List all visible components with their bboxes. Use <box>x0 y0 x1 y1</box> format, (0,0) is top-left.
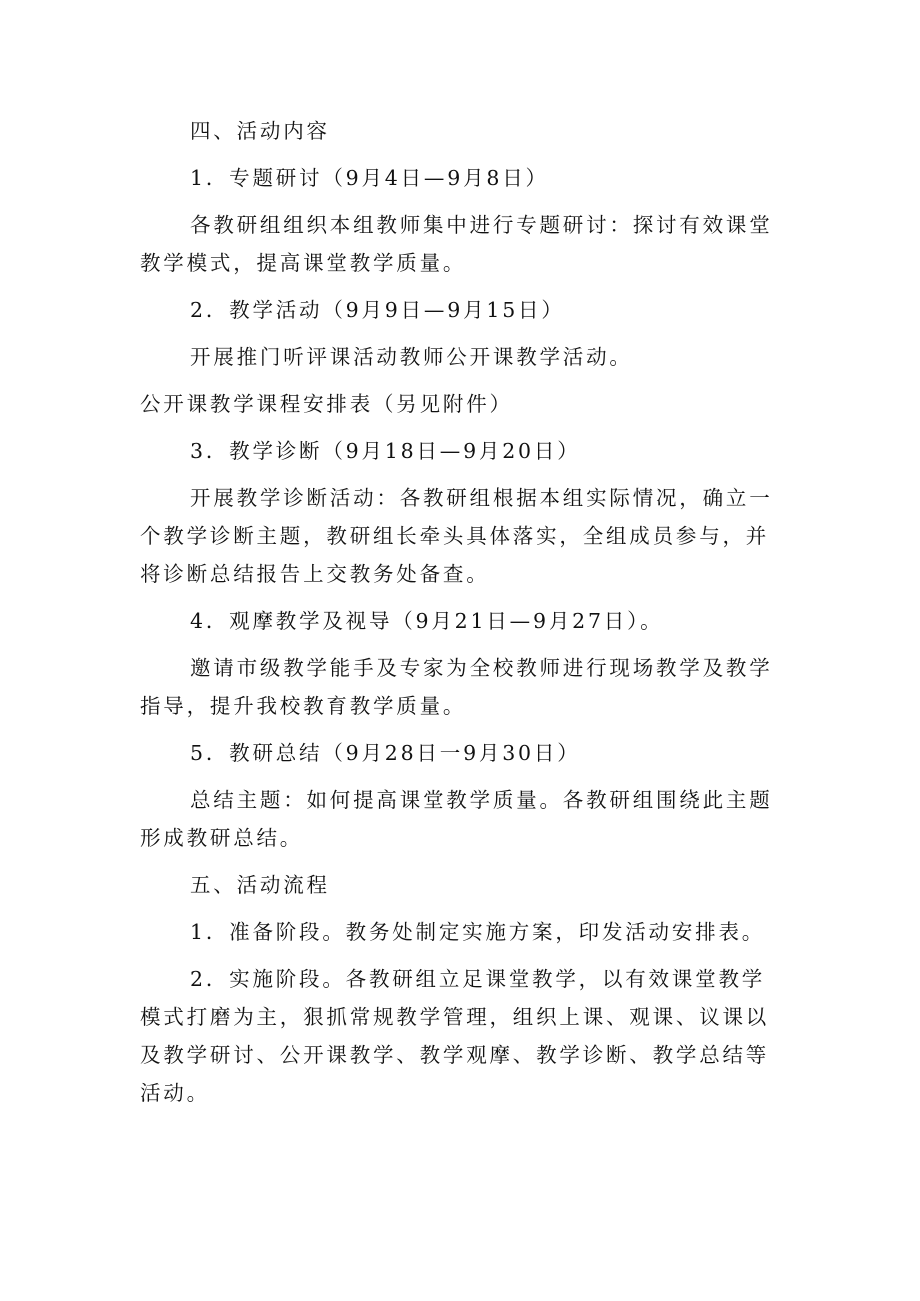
item-2-body: 开展推门听评课活动教师公开课教学活动。 <box>190 345 633 369</box>
document-page <box>140 112 780 1112</box>
item-3-title: 3．教学诊断（9月18日—9月20日） <box>190 439 581 463</box>
section-5-heading: 五、活动流程 <box>190 873 330 897</box>
item-2-title: 2．教学活动（9月9日—9月15日） <box>190 298 565 322</box>
item-1-body: 各教研组组织本组教师集中进行专题研讨：探讨有效课堂教学模式，提高课堂教学质量。 <box>140 213 773 275</box>
item-2-note: 公开课教学课程安排表（另见附件） <box>140 392 513 416</box>
item-4-title: 4．观摩教学及视导（9月21日—9月27日）。 <box>190 609 664 633</box>
flow-1: 1．准备阶段。教务处制定实施方案，印发活动安排表。 <box>190 920 766 944</box>
item-3-body: 开展教学诊断活动：各教研组根据本组实际情况，确立一个教学诊断主题，教研组长牵头具体落实，全组成员参与，并将诊断总结报告上交教务处备查。 <box>140 486 773 586</box>
item-5-body: 总结主题：如何提高课堂教学质量。各教研组围绕此主题形成教研总结。 <box>140 788 773 850</box>
section-4-heading: 四、活动内容 <box>190 119 330 143</box>
flow-2: 2．实施阶段。各教研组立足课堂教学，以有效课堂教学模式打磨为主，狠抓常规教学管理，组织上课、观课、议课以及教学研讨、公开课教学、教学观摩、教学诊断、教学总结等活动。 <box>140 967 770 1105</box>
item-4-body: 邀请市级教学能手及专家为全校教师进行现场教学及教学指导，提升我校教育教学质量。 <box>140 656 773 718</box>
item-5-title: 5．教研总结（9月28日一9月30日） <box>190 741 581 765</box>
item-1-title: 1．专题研讨（9月4日—9月8日） <box>190 166 549 190</box>
